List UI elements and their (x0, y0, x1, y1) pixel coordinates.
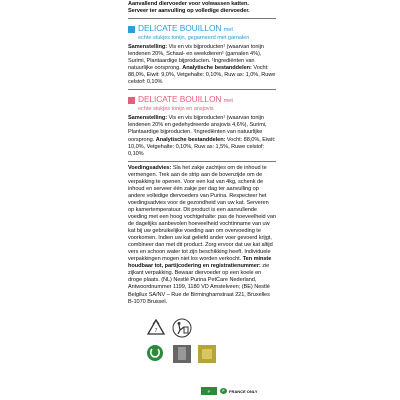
recipe2-title-suffix: met (223, 98, 233, 105)
composition-label: Samenstelling: (128, 115, 168, 122)
recipe1-body (128, 44, 276, 86)
intro-line1: Aanvallend diervoeder voor volwassen katten. (128, 1, 249, 7)
recipe2-subtitle: echte stukjes tonijn en ansjovis (138, 105, 214, 112)
divider (128, 89, 276, 90)
analysis-label: Analytische bestanddelen: (182, 65, 252, 72)
tidyman-icon (172, 318, 192, 338)
blue-square-marker (128, 26, 135, 33)
recipe2-body (128, 115, 276, 157)
recycle-triangle-icon (146, 318, 166, 338)
france-only-label: FRANCE ONLY (229, 388, 258, 394)
svg-text:P: P (207, 389, 211, 394)
pink-square-marker (128, 97, 135, 104)
intro (128, 1, 276, 15)
feeding-advice (128, 165, 276, 306)
purina-logo-icon (200, 386, 218, 396)
recipe2-title: DELICATE BOUILLON (138, 94, 222, 105)
composition-text: Vis en vis bijproducten¹ (waarvan tonijn lendenen 20% en gedehydreerde ansjovis 4,6%), Surimi, Plantaardige bijproducten. ¹Ingrediënten van natuurlijke oorsprong. (128, 115, 267, 143)
divider (128, 161, 276, 162)
recipe1-title-suffix: met (223, 27, 233, 34)
composition-text: Vis en vis bijproducten¹ (waarvan tonijn lendenen 20%, Schaal- en weekdieren¹ (garnalen 4%), Surimi, Plantaardige bijproducten. ¹Ingrediënten van natuurlijke oorsprong. (128, 44, 264, 72)
bbd-text: zie zijkant verpakking. Bewaar diervoeder op een koele en droge plaats. (NL) Nestlé Purina PetCare Nederland, Antwoordnummer 1199, 1180 VD Amstelveen; (BE) Nestlé Belgilux SA/NV – Rue de Birminghamstraat 221, Bruxelles B-1070 Brussel. (128, 263, 270, 305)
recipe1-subtitle: echte stukjes tonijn, gegarneerd met garnalen (138, 34, 250, 41)
green-dot-icon (146, 344, 164, 362)
advice-label: Voedingsadvies: (128, 164, 172, 171)
recipe1-header (128, 24, 276, 41)
recycling-icons (144, 318, 264, 398)
france-only-badge (220, 388, 258, 394)
analysis-text: Vocht: 88,0%, Eiwit: 9,0%, Vetgehalte: 0,10%, Ruw as: 1,0%, Ruwe celstof: 0,10% (128, 65, 276, 86)
composition-label: Samenstelling: (128, 44, 168, 51)
text-column (128, 0, 276, 306)
bbd-label: Ten minste houdbaar tot, partijcodering en registratienummer: (128, 256, 272, 270)
analysis-label: Analytische bestanddelen: (155, 136, 226, 143)
divider (128, 18, 276, 19)
analysis-text: Vocht: 88,0%, Eiwit: 10,0%, Vetgehalte: 0,10%, Ruw as: 1,5%, Ruwe celstof: 0,10% (128, 136, 276, 157)
advice-text: Sla het zakje zachtjes om de inhoud te vermengen. Trek aan de strip aan de bovenzijde om de verpakking te openen. Voor een kat van 4kg, schenk de inhoud en serveer één zakje per dag ter aanvulling op andere volledige diervoeders van Purina. Respecteer het voedingsadvies voor de gezondheid van uw kat. Serveren op kamertemperatuur. Dit product is een aanvullende voeding met een hoog vochtgehalte: pas de hoeveelheid van de dagelijks aanbevolen hoeveelheid vochtinname van uw kat bij uw gebruikelijke voeding aan om overvoeding te voorkomen. Indien uw kat geliefd ander voer gevoerd krijgt, combineer dan met dit product. Zorg ervoor dat uw kat altijd vers en schoon water tot zijn beschikking heeft. Individuele verpakkingen mogen niet los worden verkocht. (128, 164, 276, 263)
intro-line2: Serveer ter aanvulling op volledige diervoeder. (128, 8, 250, 15)
paper-bin-icon (197, 344, 217, 364)
purina-dot-icon: P (220, 388, 227, 394)
svg-text:7: 7 (154, 328, 158, 334)
recipe1-title: DELICATE BOUILLON (138, 23, 222, 34)
metal-bin-icon (172, 344, 192, 364)
recipe2-header (128, 95, 276, 112)
